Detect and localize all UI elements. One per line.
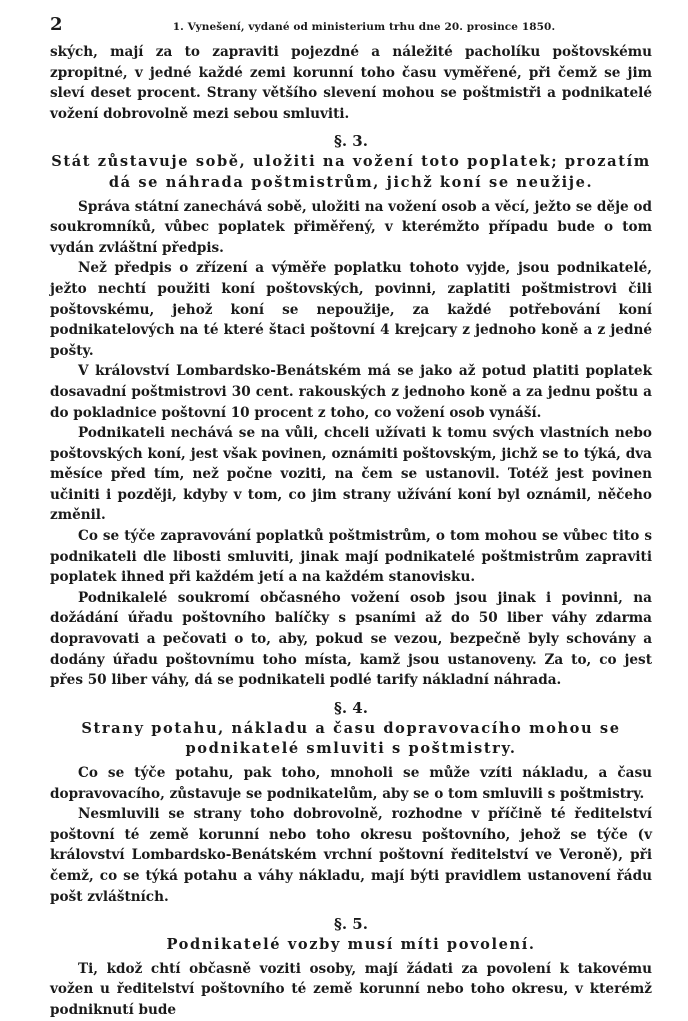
section-number: §. 3.: [334, 132, 368, 151]
running-head: 1. Vynešení, vydané od ministerium trhu dne 20. prosince 1850.: [172, 21, 556, 33]
paragraph: Co se týče potahu, pak toho, mnoholi se může vzíti nákladu, a času dopravovacího, zůstavuje se podnikatelům, aby se o tom smluvili s poštmistry.: [50, 765, 652, 802]
page-number: 2: [50, 14, 63, 35]
paragraph: Co se týče zapravování poplatků poštmistrům, o tom mohou se vůbec tito s podnikateli dle libosti smluviti, jinak mají podnikatelé poštmistrům zapraviti poplatek ihned při každém jetí a na každém stanovisku.: [50, 528, 652, 586]
section-title: Stát zůstavuje sobě, uložiti na vožení toto poplatek; prozatím dá se náhrada poštmistrům, jichž koní se neužije.: [51, 153, 651, 191]
page-header: [50, 14, 652, 42]
section-title: Strany potahu, nákladu a času dopravovacího mohou se podnikatelé smluviti s poštmistry.: [81, 719, 621, 758]
section-number: §. 4.: [334, 698, 368, 717]
intro-paragraph: ských, mají za to zapraviti pojezdné a náležité pacholíku poštovskému zpropitné, v jedné každé zemi korunní toho času vyměřené, při čemž se jim sleví deset procent. Strany většího slevení mohou se poštmistři a podnikatelé vožení dobrovolně mezi sebou smluviti.: [50, 44, 652, 122]
paragraph: Ti, kdož chtí občasně voziti osoby, mají žádati za povolení k takovému vožen u ředitelství poštovního té země korunní nebo toho okresu, v kterémž podniknutí bude: [50, 960, 652, 1018]
paragraph: Podnikalelé soukromí občasného vožení osob jsou jinak i povinni, na dožádání úřadu poštovního balíčky s psaními až do 50 liber váhy zdarma dopravovati a pečovati o to, aby, pokud se vezou, bezpečně byly schovány a dodány úřadu poštovnímu toho místa, kamž jsou ustanoveny. Za to, co jest přes 50 liber váhy, dá se podnikateli podlé tarify nákladní náhrada.: [50, 589, 652, 689]
section-5: [50, 913, 652, 1020]
section-title: Podnikatelé vozby musí míti povolení.: [166, 936, 536, 954]
paragraph: Než předpis o zřízení a výměře poplatku tohoto vyjde, jsou podnikatelé, ježto nechtí použiti koní poštovských, povinni, zaplatiti poštmistrovi čili poštovskému, jehož koní se nepoužije, za každé potřebování koní podnikatelových na té které štaci poštovní 4 krejcary z jednoho koně a z jedné pošty.: [50, 260, 652, 359]
section-number: §. 5.: [334, 915, 368, 934]
section-4: [50, 697, 652, 907]
paragraph: V království Lombardsko-Benátském má se jako až potud platiti poplatek dosavadní poštmistrovi 30 cent. rakouských z jednoho koně a za jednu poštu a do pokladnice poštovní 10 procent z toho, co vožení osob vynáší.: [50, 363, 652, 421]
paragraph: Podnikateli nechává se na vůli, chceli užívati k tomu svých vlastních nebo poštovských koní, jest však povinen, oznámiti poštovským, jichž se to týká, dva měsíce před tím, než počne voziti, na čem se ustanovil. Totéž jest povinen učiniti i později, kdyby v tom, co jim strany užívání koní byl oznámil, něčeho změnil.: [50, 425, 652, 524]
paragraph: Nesmluvili se strany toho dobrovolně, rozhodne v příčině té ředitelství poštovní té země korunní nebo toho okresu poštovního, jehož se týče (v království Lombardsko-Benátském vrchní poštovní ředitelství ve Veroně), při čemž, co se týká potahu a váhy nákladu, mají býti pravidlem ustanovení řádu pošt zvláštních.: [50, 806, 652, 905]
paragraph: Správa státní zanechává sobě, uložiti na vožení osob a věcí, ježto se děje od soukromníků, vůbec poplatek přiměřený, v kterémžto případu bude o tom vydán zvláštní předpis.: [50, 198, 652, 256]
section-3: [50, 130, 652, 690]
